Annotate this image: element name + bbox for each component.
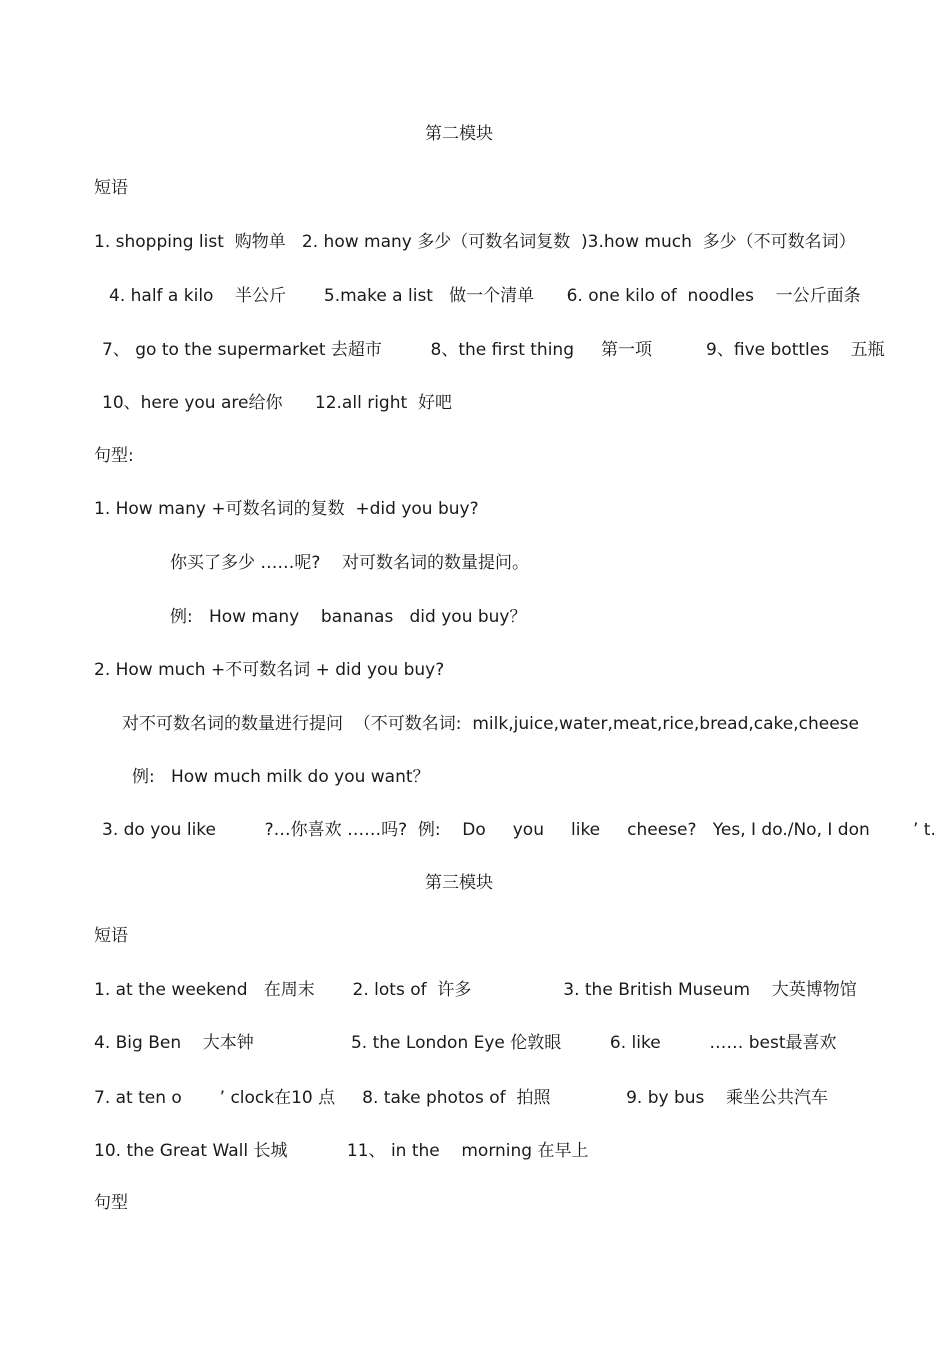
module-2-pattern-2-example: 例: How much milk do you want？: [132, 767, 430, 787]
module-3-patterns-heading: 句型: [94, 1193, 128, 1213]
module-3-phrases-heading: 短语: [94, 926, 128, 946]
module-2-phrase-line-2: 4. half a kilo 半公斤 5.make a list 做一个清单 6. one kilo of noodles 一公斤面条: [109, 286, 861, 306]
module-2-pattern-3: 3. do you like ?…你喜欢 ……吗? 例: Do you like cheese? Yes, I do./No, I don ’ t.: [102, 820, 936, 840]
module-2-pattern-2: 2. How much +不可数名词 + did you buy?: [94, 660, 445, 680]
module-2-pattern-1-meaning: 你买了多少 ……呢? 对可数名词的数量提问。: [170, 553, 530, 573]
module-3-phrase-line-3: 7. at ten o ’ clock在10 点 8. take photos of 拍照 9. by bus 乘坐公共汽车: [94, 1088, 829, 1108]
module-2-pattern-1: 1. How many +可数名词的复数 +did you buy?: [94, 499, 479, 519]
module-3-phrase-line-2: 4. Big Ben 大本钟 5. the London Eye 伦敦眼 6. like …… best最喜欢: [94, 1033, 837, 1053]
module-2-pattern-2-meaning: 对不可数名词的数量进行提问 （不可数名词: milk,juice,water,meat,rice,bread,cake,cheese: [122, 714, 859, 734]
module-2-pattern-1-example: 例: How many bananas did you buy？: [170, 607, 527, 627]
module-3-phrase-line-4: 10. the Great Wall 长城 11、 in the morning 在早上: [94, 1141, 589, 1161]
module-2-phrases-heading: 短语: [94, 178, 128, 198]
module-2-phrase-line-3: 7、 go to the supermarket 去超市 8、the first thing 第一项 9、five bottles 五瓶: [102, 340, 885, 360]
module-3-phrase-line-1: 1. at the weekend 在周末 2. lots of 许多 3. the British Museum 大英博物馆: [94, 980, 857, 1000]
module-3-title: 第三模块: [425, 873, 493, 893]
module-2-phrase-line-1: 1. shopping list 购物单 2. how many 多少（可数名词复数 )3.how much 多少（不可数名词）: [94, 232, 856, 252]
module-2-phrase-line-4: 10、here you are给你 12.all right 好吧: [102, 393, 452, 413]
module-2-title: 第二模块: [425, 124, 493, 144]
module-2-patterns-heading: 句型:: [94, 446, 134, 466]
